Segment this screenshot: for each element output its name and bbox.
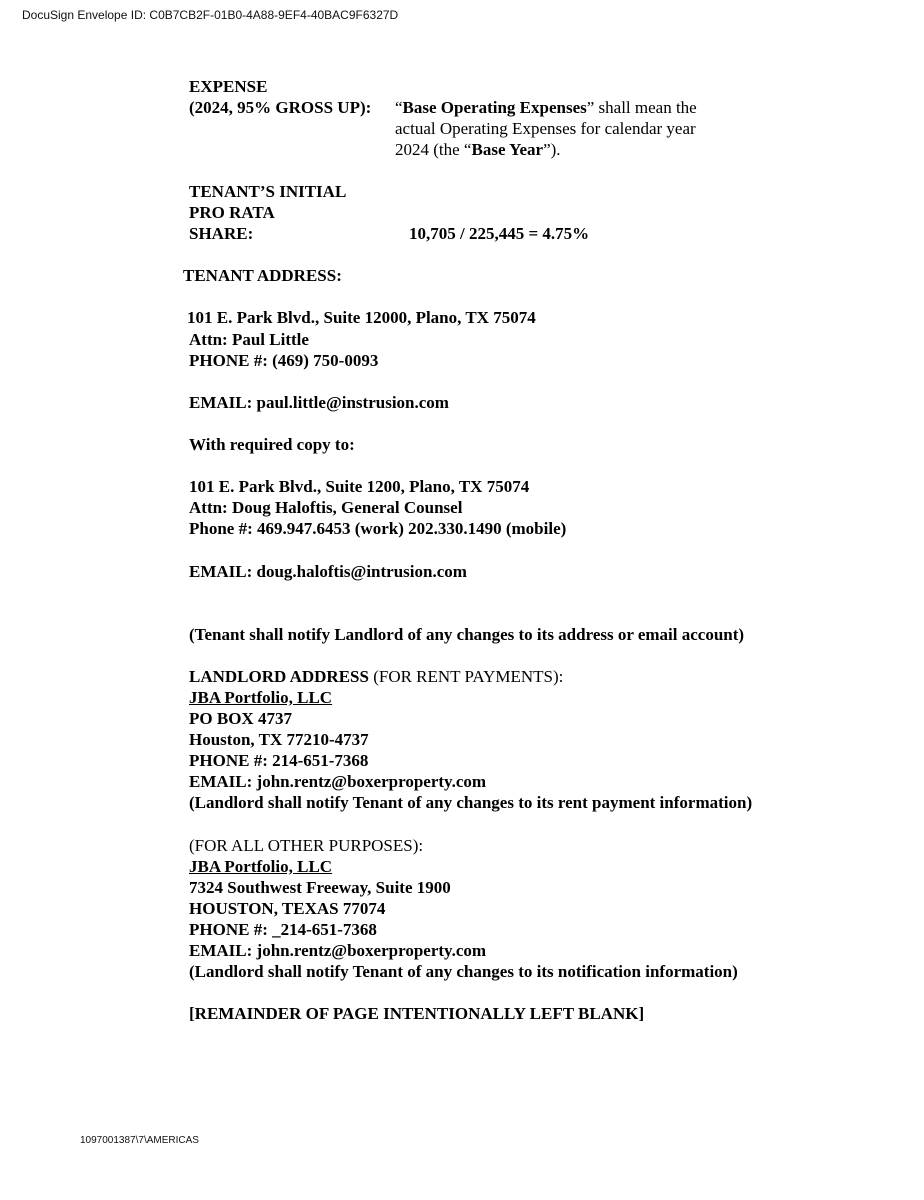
landlord-street-address: 7324 Southwest Freeway, Suite 1900: [189, 878, 451, 897]
landlord-phone: PHONE #: 214-651-7368: [189, 751, 369, 770]
expense-definition-line-2: actual Operating Expenses for calendar year: [395, 119, 696, 138]
landlord-rent-notice: (Landlord shall notify Tenant of any changes to its rent payment information): [189, 793, 753, 812]
tenant-address-line: 101 E. Park Blvd., Suite 12000, Plano, TX 75074: [187, 308, 536, 327]
pro-rata-label-3: SHARE:: [189, 224, 254, 243]
required-copy-label: With required copy to:: [189, 435, 355, 454]
expense-label: EXPENSE: [189, 77, 268, 96]
copy-phone: Phone #: 469.947.6453 (work) 202.330.1490 (mobile): [189, 519, 567, 538]
envelope-id: DocuSign Envelope ID: C0B7CB2F-01B0-4A88-9EF4-40BAC9F6327D: [22, 8, 399, 22]
rent-payments-label: (FOR RENT PAYMENTS):: [368, 667, 564, 686]
base-year-term: Base Year: [471, 140, 544, 159]
base-operating-expenses-term: Base Operating Expenses: [402, 98, 587, 117]
tenant-address-heading: TENANT ADDRESS:: [183, 266, 342, 285]
landlord-name: JBA Portfolio, LLC: [189, 857, 333, 876]
copy-address-line: 101 E. Park Blvd., Suite 1200, Plano, TX 75074: [189, 477, 530, 496]
landlord-city-line: Houston, TX 77210-4737: [189, 730, 369, 749]
landlord-po-box: PO BOX 4737: [189, 709, 292, 728]
pro-rata-label-2: PRO RATA: [189, 203, 275, 222]
landlord-address-label: LANDLORD ADDRESS: [189, 667, 369, 686]
other-purposes-heading: (FOR ALL OTHER PURPOSES):: [189, 836, 424, 855]
landlord-rent-heading: [189, 666, 563, 687]
definition-text: 2024 (the “: [395, 140, 472, 159]
copy-email: EMAIL: doug.haloftis@intrusion.com: [189, 562, 467, 581]
document-footer-id: 1097001387\7\AMERICAS: [80, 1135, 199, 1146]
expense-definition-line-3: [395, 139, 561, 160]
tenant-phone: PHONE #: (469) 750-0093: [189, 351, 379, 370]
expense-definition-line-1: [395, 97, 697, 118]
remainder-blank-notice: [REMAINDER OF PAGE INTENTIONALLY LEFT BLANK]: [189, 1004, 645, 1023]
landlord-email: EMAIL: john.rentz@boxerproperty.com: [189, 772, 487, 791]
landlord-city-line: HOUSTON, TEXAS 77074: [189, 899, 386, 918]
copy-attn: Attn: Doug Haloftis, General Counsel: [189, 498, 463, 517]
landlord-email: EMAIL: john.rentz@boxerproperty.com: [189, 941, 487, 960]
quote-open: “: [395, 98, 403, 117]
landlord-phone: PHONE #: _214-651-7368: [189, 920, 377, 939]
definition-text: ” shall mean the: [586, 98, 697, 117]
expense-gross-up-label: (2024, 95% GROSS UP):: [189, 98, 372, 117]
definition-text: ”).: [543, 140, 561, 159]
landlord-name: JBA Portfolio, LLC: [189, 688, 333, 707]
tenant-attn: Attn: Paul Little: [189, 330, 309, 349]
tenant-notice: (Tenant shall notify Landlord of any changes to its address or email account): [189, 625, 745, 644]
tenant-email: EMAIL: paul.little@instrusion.com: [189, 393, 449, 412]
pro-rata-label-1: TENANT’S INITIAL: [189, 182, 347, 201]
pro-rata-share-value: 10,705 / 225,445 = 4.75%: [409, 224, 590, 243]
landlord-notification-notice: (Landlord shall notify Tenant of any changes to its notification information): [189, 962, 738, 981]
